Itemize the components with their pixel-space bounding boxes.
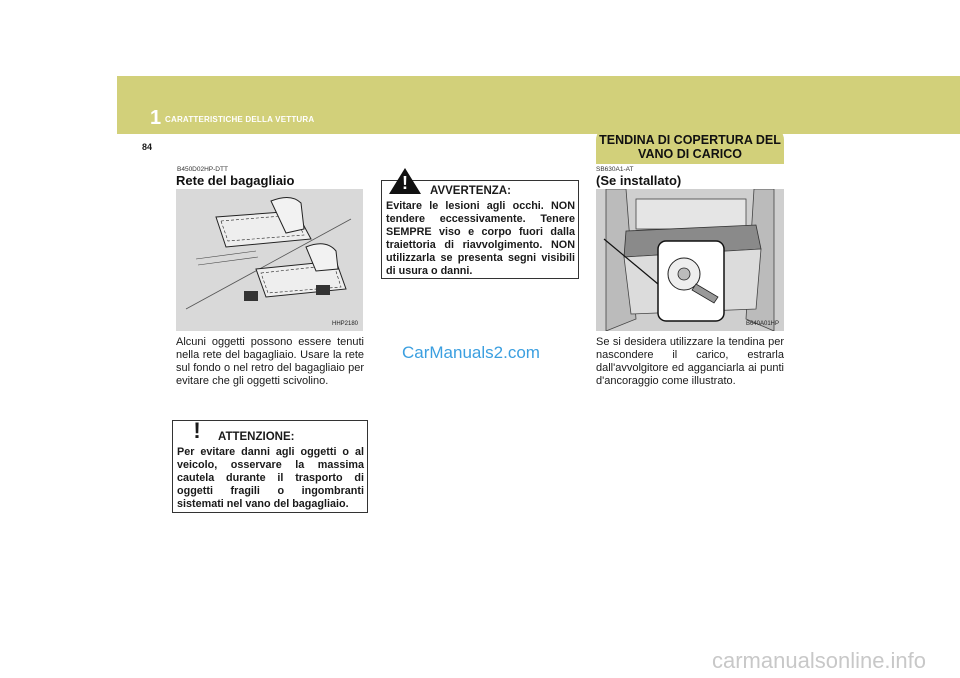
caution-title: ATTENZIONE: [218, 431, 295, 443]
section-code: B450D02HP-DTT [177, 166, 228, 173]
caution-text: Per evitare danni agli oggetti o al veicolo, osservare la massima cautela durante il trasporto di oggetti fragili o ingombranti sistemati nel vano del bagagliaio. [177, 446, 364, 510]
image-code: B640A01HP [745, 321, 779, 327]
warning-box [381, 173, 579, 279]
cargo-cover-description: Se si desidera utilizzare la tendina per nascondere il carico, estrarla dall'avvolgitore ed agganciarla ai punti d'ancoraggio come illustrato. [596, 336, 784, 387]
section-title: TENDINA DI COPERTURA DEL VANO DI CARICO [599, 133, 781, 161]
cargo-net-illustration [176, 189, 363, 331]
cargo-cover-drawing [596, 189, 784, 331]
cargo-net-drawing [176, 189, 363, 331]
caution-exclamation: ! [193, 418, 201, 443]
section-heading: Rete del bagagliaio [176, 173, 295, 188]
caution-box [172, 420, 368, 513]
footer-watermark[interactable]: carmanualsonline.info [712, 648, 927, 673]
section-heading: (Se installato) [596, 173, 682, 188]
warning-title: AVVERTENZA: [430, 185, 511, 197]
cargo-net-description: Alcuni oggetti possono essere tenuti nella rete del bagagliaio. Usare la rete sul fondo o nel retro del bagagliaio per evitare che gli oggetti scivolino. [176, 336, 364, 387]
watermark-link[interactable]: CarManuals2.com [402, 343, 540, 362]
page-number: 84 [142, 142, 153, 152]
section-code: SB630A1-AT [596, 166, 634, 173]
cargo-cover-illustration [596, 189, 784, 331]
image-code: HHP2180 [331, 321, 358, 327]
chapter-title: CARATTERISTICHE DELLA VETTURA [165, 115, 315, 124]
warning-text: Evitare le lesioni agli occhi. NON tendere eccessivamente. Tenere SEMPRE viso e corpo fuori dalla traiettoria di riavvolgimento. NON utilizzarla se presenta segni visibili di usura o danni. [386, 200, 575, 277]
header-curve [117, 134, 960, 144]
chapter-number: 1 [150, 107, 162, 129]
header-band [117, 76, 960, 134]
warning-exclamation: ! [402, 173, 408, 193]
